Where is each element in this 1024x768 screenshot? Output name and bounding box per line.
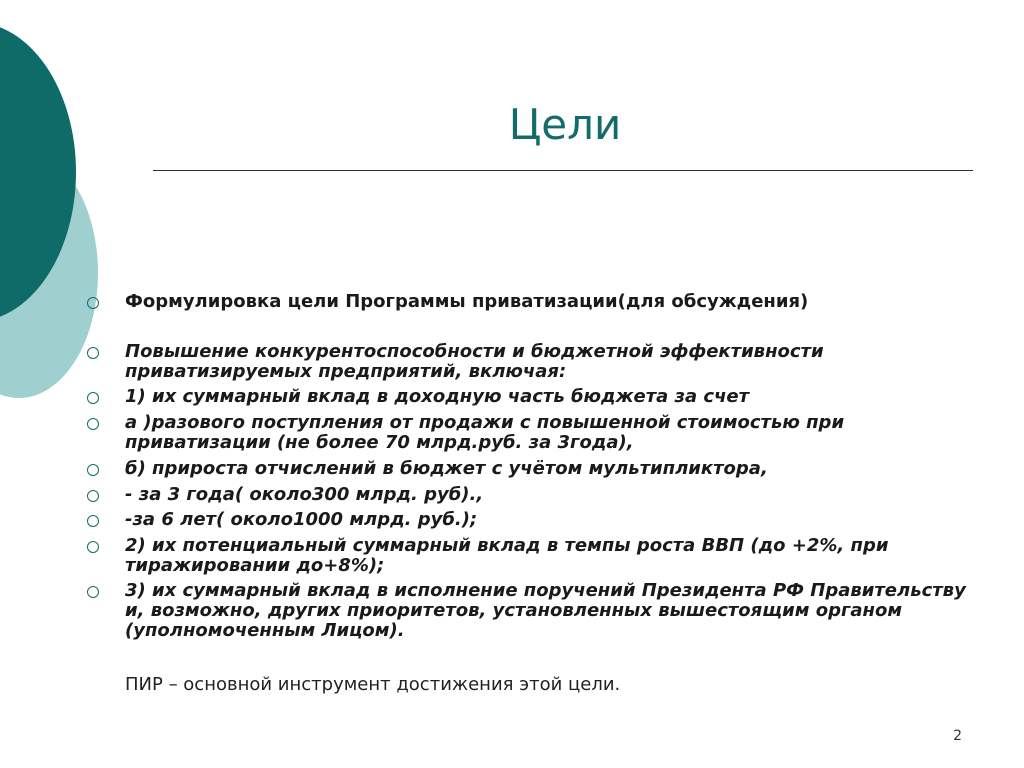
bullet-icon	[87, 515, 99, 527]
bullet-item: - за 3 года( около300 млрд. руб).,	[125, 484, 484, 505]
bullet-item: б) прироста отчислений в бюджет с учётом мультипликтора,	[125, 458, 768, 479]
bullet-icon	[87, 392, 99, 404]
closing-text: ПИР – основной инструмент достижения этой цели.	[125, 674, 621, 695]
bullet-icon	[87, 347, 99, 359]
bullet-icon	[87, 418, 99, 430]
bullet-icon	[87, 541, 99, 553]
bullet-item: 3) их суммарный вклад в исполнение поручений Президента РФ Правительству и, возможно, других приоритетов, установленных вышестоящим органом (уполномоченным Лицом).	[125, 580, 966, 641]
page-number: 2	[953, 728, 962, 744]
bullet-icon	[87, 464, 99, 476]
bullet-icon	[87, 586, 99, 598]
bullet-item: 2) их потенциальный суммарный вклад в темпы роста ВВП (до +2%, при тиражировании до+8%);	[125, 535, 889, 576]
bullet-item: 1) их суммарный вклад в доходную часть бюджета за счет	[125, 386, 750, 407]
bullet-item: -за 6 лет( около1000 млрд. руб.);	[125, 509, 478, 530]
bullet-item: а )разового поступления от продажи с повышенной стоимостью при приватизации (не более 70 млрд.руб. за 3года),	[125, 412, 845, 453]
bullet-item: Формулировка цели Программы приватизации(для обсуждения)	[125, 291, 809, 312]
bullet-icon	[87, 297, 99, 309]
bullet-icon	[87, 490, 99, 502]
bullet-item: Повышение конкурентоспособности и бюджетной эффективности приватизируемых предприятий, включая:	[125, 341, 824, 382]
slide-title: Цели	[508, 100, 622, 149]
